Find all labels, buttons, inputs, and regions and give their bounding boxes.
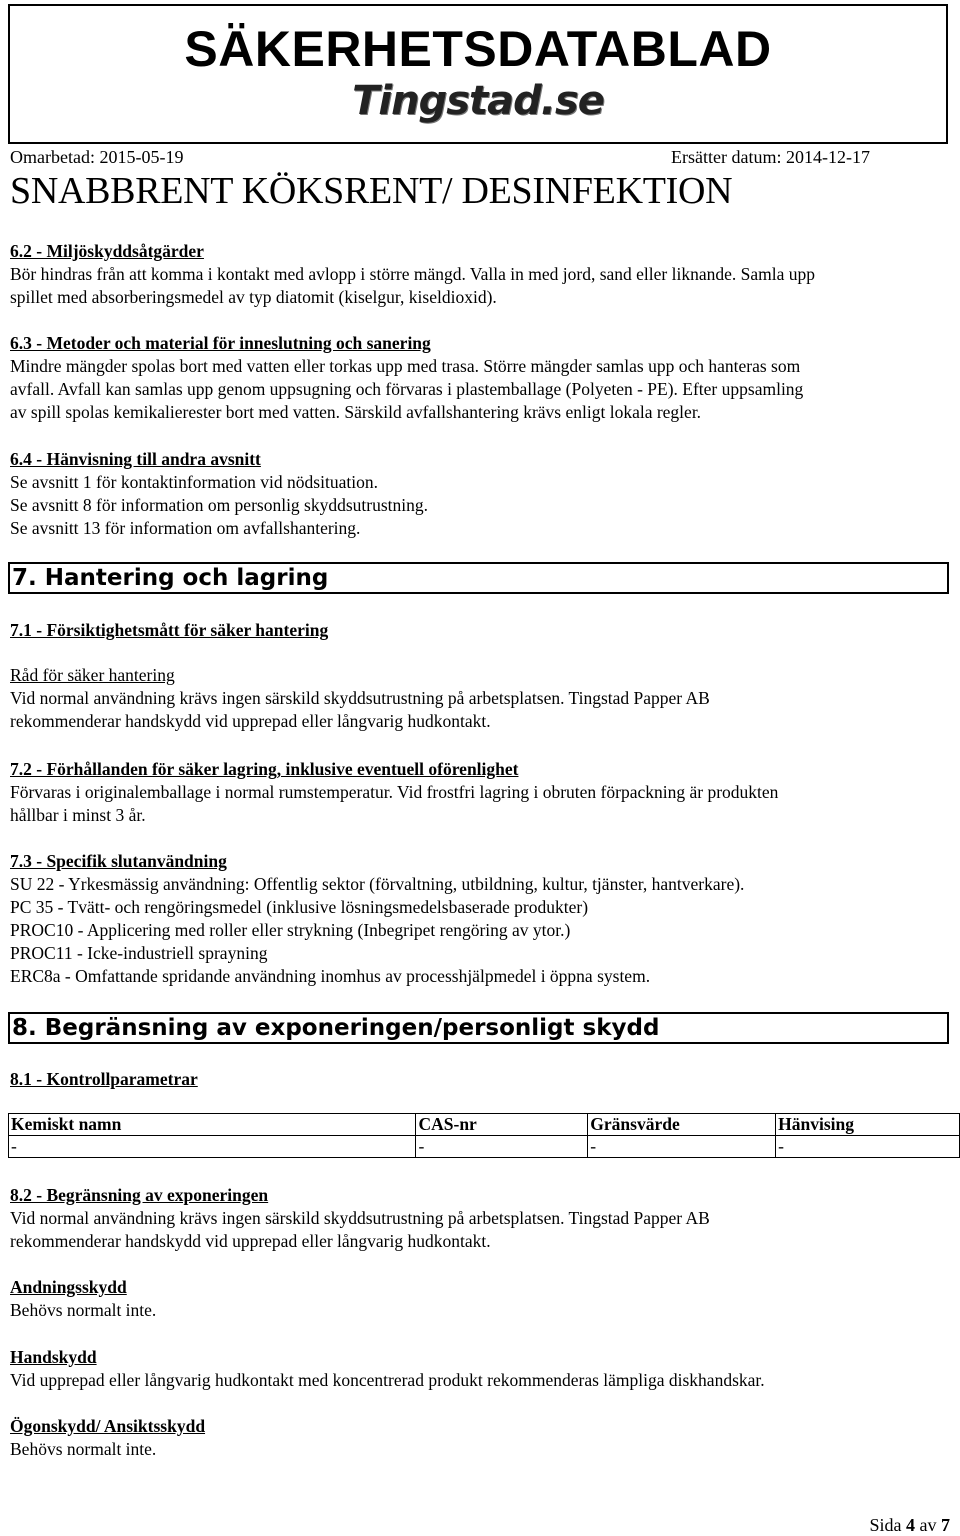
- paragraph-line: Se avsnitt 1 för kontaktinformation vid nödsituation.: [10, 472, 378, 492]
- page-current: 4: [906, 1515, 915, 1535]
- section-6-2: [10, 240, 945, 309]
- table-row: [9, 1136, 960, 1158]
- section-7-title: 7. Hantering och lagring: [8, 562, 949, 594]
- paragraph-line: Se avsnitt 8 för information om personlig skyddsutrustning.: [10, 495, 429, 515]
- column-header: CAS-nr: [416, 1114, 588, 1136]
- paragraph-line: SU 22 - Yrkesmässig användning: Offentlig sektor (förvaltning, utbildning, kultur, tjänster, hantverkare).: [10, 874, 745, 894]
- column-header: Kemiskt namn: [9, 1114, 416, 1136]
- header-box: [8, 4, 948, 144]
- hand-protection-text: Vid upprepad eller långvarig hudkontakt med koncentrerad produkt rekommenderas lämpliga diskhandskar.: [10, 1370, 765, 1390]
- table-header-row: [9, 1114, 960, 1136]
- table-cell: -: [776, 1136, 960, 1158]
- section-8-title: 8. Begränsning av exponeringen/personligt skydd: [8, 1012, 949, 1044]
- section-heading: 7.3 - Specifik slutanvändning: [10, 851, 227, 871]
- paragraph-line: hållbar i minst 3 år.: [10, 805, 146, 825]
- section-heading: 7.2 - Förhållanden för säker lagring, inklusive eventuell oförenlighet: [10, 759, 519, 779]
- page-number: [869, 1515, 950, 1536]
- section-heading: 8.1 - Kontrollparametrar: [10, 1069, 198, 1089]
- section-heading: 8.2 - Begränsning av exponeringen: [10, 1185, 269, 1205]
- eye-protection-heading: Ögonskydd/ Ansiktsskydd: [10, 1416, 206, 1436]
- section-heading: 6.3 - Metoder och material för inneslutning och sanering: [10, 333, 431, 353]
- breathing-protection-heading: Andningsskydd: [10, 1277, 127, 1297]
- paragraph-line: ERC8a - Omfattande spridande användning inomhus av processhjälpmedel i öppna system.: [10, 966, 651, 986]
- paragraph-line: rekommenderar handskydd vid upprepad eller långvarig hudkontakt.: [10, 1231, 491, 1251]
- revised-date: Omarbetad: 2015-05-19: [10, 147, 184, 167]
- product-name: SNABBRENT KÖKSRENT/ DESINFEKTION: [10, 170, 733, 212]
- tingstad-logo: Tingstad.se: [352, 78, 604, 124]
- hand-protection-heading: Handskydd: [10, 1347, 97, 1367]
- paragraph-line: avfall. Avfall kan samlas upp genom uppsugning och förvaras i plastemballage (Polyeten - PE). Efter uppsamling: [10, 379, 804, 399]
- paragraph-line: Bör hindras från att komma i kontakt med avlopp i större mängd. Valla in med jord, sand eller liknande. Samla upp: [10, 264, 815, 284]
- subheading: Råd för säker hantering: [10, 665, 175, 685]
- paragraph-line: PC 35 - Tvätt- och rengöringsmedel (inklusive lösningsmedelsbaserade produkter): [10, 897, 589, 917]
- page-prefix: Sida: [869, 1515, 902, 1535]
- paragraph-line: PROC10 - Applicering med roller eller strykning (Inbegripet rengöring av ytor.): [10, 920, 571, 940]
- table-cell: -: [9, 1136, 416, 1158]
- paragraph-line: Förvaras i originalemballage i normal rumstemperatur. Vid frostfri lagring i obruten förpackning är produkten: [10, 782, 779, 802]
- paragraph-line: Mindre mängder spolas bort med vatten eller torkas upp med trasa. Större mängder samlas upp och hanteras som: [10, 356, 801, 376]
- section-6-4: [10, 448, 945, 540]
- table-cell: -: [588, 1136, 776, 1158]
- table-cell: -: [416, 1136, 588, 1158]
- document-title: SÄKERHETSDATABLAD: [184, 21, 772, 77]
- column-header: Gränsvärde: [588, 1114, 776, 1136]
- column-header: Hänvising: [776, 1114, 960, 1136]
- page-mid: av: [919, 1515, 937, 1535]
- section-7-3: [10, 850, 945, 988]
- paragraph-line: PROC11 - Icke-industriell sprayning: [10, 943, 268, 963]
- section-8-1: [10, 1068, 945, 1091]
- section-6-3: [10, 332, 945, 424]
- paragraph-line: av spill spolas kemikalierester bort med vatten. Särskild avfallshantering krävs enligt lokala regler.: [10, 402, 702, 422]
- paragraph-line: Vid normal användning krävs ingen särskild skyddsutrustning på arbetsplatsen. Tingstad Papper AB: [10, 1208, 710, 1228]
- paragraph-line: rekommenderar handskydd vid upprepad eller långvarig hudkontakt.: [10, 711, 491, 731]
- paragraph-line: spillet med absorberingsmedel av typ diatomit (kiselgur, kiseldioxid).: [10, 287, 497, 307]
- section-heading: 6.4 - Hänvisning till andra avsnitt: [10, 449, 261, 469]
- control-parameters-table: [8, 1113, 960, 1158]
- page-total: 7: [941, 1515, 950, 1535]
- paragraph-line: Se avsnitt 13 för information om avfallshantering.: [10, 518, 361, 538]
- replaces-date: Ersätter datum: 2014-12-17: [671, 147, 870, 167]
- breathing-protection-text: Behövs normalt inte.: [10, 1300, 157, 1320]
- section-heading: 6.2 - Miljöskyddsåtgärder: [10, 241, 204, 261]
- section-heading: 7.1 - Försiktighetsmått för säker hantering: [10, 620, 329, 640]
- section-8-2: [10, 1184, 945, 1461]
- paragraph-line: Vid normal användning krävs ingen särskild skyddsutrustning på arbetsplatsen. Tingstad Papper AB: [10, 688, 710, 708]
- section-7-2: [10, 758, 945, 827]
- section-7-1: [10, 619, 945, 733]
- eye-protection-text: Behövs normalt inte.: [10, 1439, 157, 1459]
